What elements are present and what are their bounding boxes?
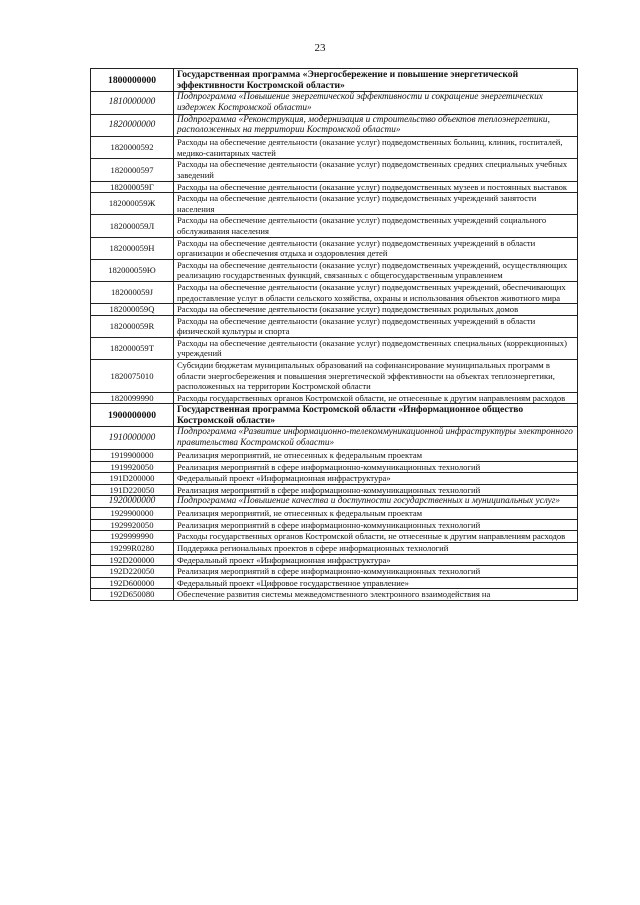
expense-code-cell: 192D600000: [91, 577, 174, 589]
expense-code-cell: 1900000000: [91, 404, 174, 427]
table-row: [91, 215, 578, 237]
table-row: [91, 519, 578, 531]
expense-code-cell: 1919920050: [91, 461, 174, 473]
expense-description-cell: Расходы на обеспечение деятельности (оказание услуг) подведомственных учреждений занятости населения: [174, 193, 578, 215]
expense-description-cell: Федеральный проект «Цифровое государственное управление»: [174, 577, 578, 589]
expense-description-cell: Расходы на обеспечение деятельности (оказание услуг) подведомственных специальных (коррекционных) учреждений: [174, 337, 578, 359]
expense-code-cell: 182000059R: [91, 315, 174, 337]
table-row: [91, 461, 578, 473]
table-row: [91, 259, 578, 281]
table-row: [91, 404, 578, 427]
expense-description-cell: Расходы на обеспечение деятельности (оказание услуг) подведомственных учреждений социального обслуживания населения: [174, 215, 578, 237]
expense-description-cell: Расходы на обеспечение деятельности (оказание услуг) подведомственных учреждений в области организации и обеспечения отдыха и оздоровления детей: [174, 237, 578, 259]
expense-description-cell: Поддержка региональных проектов в сфере информационных технологий: [174, 542, 578, 554]
table-row: [91, 508, 578, 520]
table-row: [91, 137, 578, 159]
table-row: [91, 496, 578, 508]
expense-code-cell: 1929999990: [91, 531, 174, 543]
expense-code-cell: 182000059Л: [91, 215, 174, 237]
expense-description-cell: Государственная программа «Энергосбережение и повышение энергетической эффективности Костромской области»: [174, 69, 578, 92]
expense-code-cell: 1929900000: [91, 508, 174, 520]
expense-description-cell: Расходы государственных органов Костромской области, не отнесенные к другим направлениям расходов: [174, 531, 578, 543]
expense-code-cell: 1929920050: [91, 519, 174, 531]
expense-description-cell: Реализация мероприятий в сфере информационно-коммуникационных технологий: [174, 484, 578, 496]
table-row: [91, 304, 578, 316]
budget-codes-table: [90, 68, 578, 601]
table-row: [91, 337, 578, 359]
expense-code-cell: 182000059Ж: [91, 193, 174, 215]
expense-code-cell: 182000059T: [91, 337, 174, 359]
page-number: 23: [314, 42, 326, 54]
expense-description-cell: Подпрограмма «Реконструкция, модернизация и строительство объектов теплоэнергетики, расположенных на территории Костромской области»: [174, 114, 578, 137]
table-row: [91, 577, 578, 589]
table-row: [91, 554, 578, 566]
expense-description-cell: Расходы на обеспечение деятельности (оказание услуг) подведомственных родильных домов: [174, 304, 578, 316]
expense-description-cell: Расходы государственных органов Костромской области, не отнесенные к другим направлениям расходов: [174, 392, 578, 404]
table-row: [91, 193, 578, 215]
expense-description-cell: Федеральный проект «Информационная инфраструктура»: [174, 554, 578, 566]
expense-code-cell: 191D220050: [91, 484, 174, 496]
expense-code-cell: 182000059J: [91, 281, 174, 303]
expense-code-cell: 1820000597: [91, 159, 174, 181]
expense-description-cell: Расходы на обеспечение деятельности (оказание услуг) подведомственных музеев и постоянных выставок: [174, 181, 578, 193]
table-row: [91, 281, 578, 303]
table-row: [91, 181, 578, 193]
expense-description-cell: Расходы на обеспечение деятельности (оказание услуг) подведомственных учреждений, осуществляющих реализацию государственных функций, связанных с общегосударственным управлением: [174, 259, 578, 281]
expense-code-cell: 182000059Q: [91, 304, 174, 316]
expense-code-cell: 1910000000: [91, 427, 174, 450]
expense-description-cell: Реализация мероприятий в сфере информационно-коммуникационных технологий: [174, 519, 578, 531]
expense-description-cell: Государственная программа Костромской области «Информационное общество Костромской области»: [174, 404, 578, 427]
expense-code-cell: 182000059Ю: [91, 259, 174, 281]
expense-description-cell: Обеспечение развития системы межведомственного электронного взаимодействия на: [174, 589, 578, 601]
expense-code-cell: 19299R0280: [91, 542, 174, 554]
table-body: [91, 69, 578, 601]
expense-code-cell: 1820075010: [91, 360, 174, 393]
table-row: [91, 360, 578, 393]
table-row: [91, 566, 578, 578]
expense-description-cell: Подпрограмма «Повышение энергетической эффективности и сокращение энергетических издержек Костромской области»: [174, 92, 578, 115]
expense-code-cell: 192D220050: [91, 566, 174, 578]
table-row: [91, 589, 578, 601]
table-row: [91, 315, 578, 337]
expense-description-cell: Расходы на обеспечение деятельности (оказание услуг) подведомственных учреждений, обеспечивающих предоставление услуг в области сельского хозяйства, охраны и использования объектов животного мира: [174, 281, 578, 303]
expense-description-cell: Реализация мероприятий в сфере информационно-коммуникационных технологий: [174, 461, 578, 473]
expense-description-cell: Расходы на обеспечение деятельности (оказание услуг) подведомственных учреждений в области физической культуры и спорта: [174, 315, 578, 337]
table-row: [91, 542, 578, 554]
expense-description-cell: Реализация мероприятий, не отнесенных к федеральным проектам: [174, 508, 578, 520]
expense-code-cell: 192D650080: [91, 589, 174, 601]
expense-code-cell: 192D200000: [91, 554, 174, 566]
expense-code-cell: 1820099990: [91, 392, 174, 404]
table-row: [91, 531, 578, 543]
expense-description-cell: Реализация мероприятий, не отнесенных к федеральным проектам: [174, 450, 578, 462]
expense-description-cell: Расходы на обеспечение деятельности (оказание услуг) подведомственных средних специальных учебных заведений: [174, 159, 578, 181]
expense-description-cell: Подпрограмма «Развитие информационно-телекоммуникационной инфраструктуры электронного правительства Костромской области»: [174, 427, 578, 450]
expense-code-cell: 191D200000: [91, 473, 174, 485]
table-row: [91, 392, 578, 404]
expense-code-cell: 1810000000: [91, 92, 174, 115]
table-row: [91, 484, 578, 496]
expense-code-cell: 182000059Н: [91, 237, 174, 259]
expense-description-cell: Реализация мероприятий в сфере информационно-коммуникационных технологий: [174, 566, 578, 578]
table-row: [91, 237, 578, 259]
expense-code-cell: 1800000000: [91, 69, 174, 92]
expense-code-cell: 182000059Г: [91, 181, 174, 193]
expense-description-cell: Федеральный проект «Информационная инфраструктура»: [174, 473, 578, 485]
expense-description-cell: Расходы на обеспечение деятельности (оказание услуг) подведомственных больниц, клиник, госпиталей, медико-санитарных частей: [174, 137, 578, 159]
table-row: [91, 450, 578, 462]
expense-code-cell: 1920000000: [91, 496, 174, 508]
table-row: [91, 69, 578, 92]
table-row: [91, 92, 578, 115]
table-row: [91, 114, 578, 137]
table-row: [91, 159, 578, 181]
expense-code-cell: 1820000592: [91, 137, 174, 159]
table-row: [91, 473, 578, 485]
expense-code-cell: 1820000000: [91, 114, 174, 137]
expense-description-cell: Подпрограмма «Повышение качества и доступности государственных и муниципальных услуг»: [174, 496, 578, 508]
expense-description-cell: Субсидии бюджетам муниципальных образований на софинансирование муниципальных программ в области энергосбережения и повышения энергетической эффективности на объектах теплоэнергетики, расположенных на территории Костромской области: [174, 360, 578, 393]
expense-code-cell: 1919900000: [91, 450, 174, 462]
table-row: [91, 427, 578, 450]
